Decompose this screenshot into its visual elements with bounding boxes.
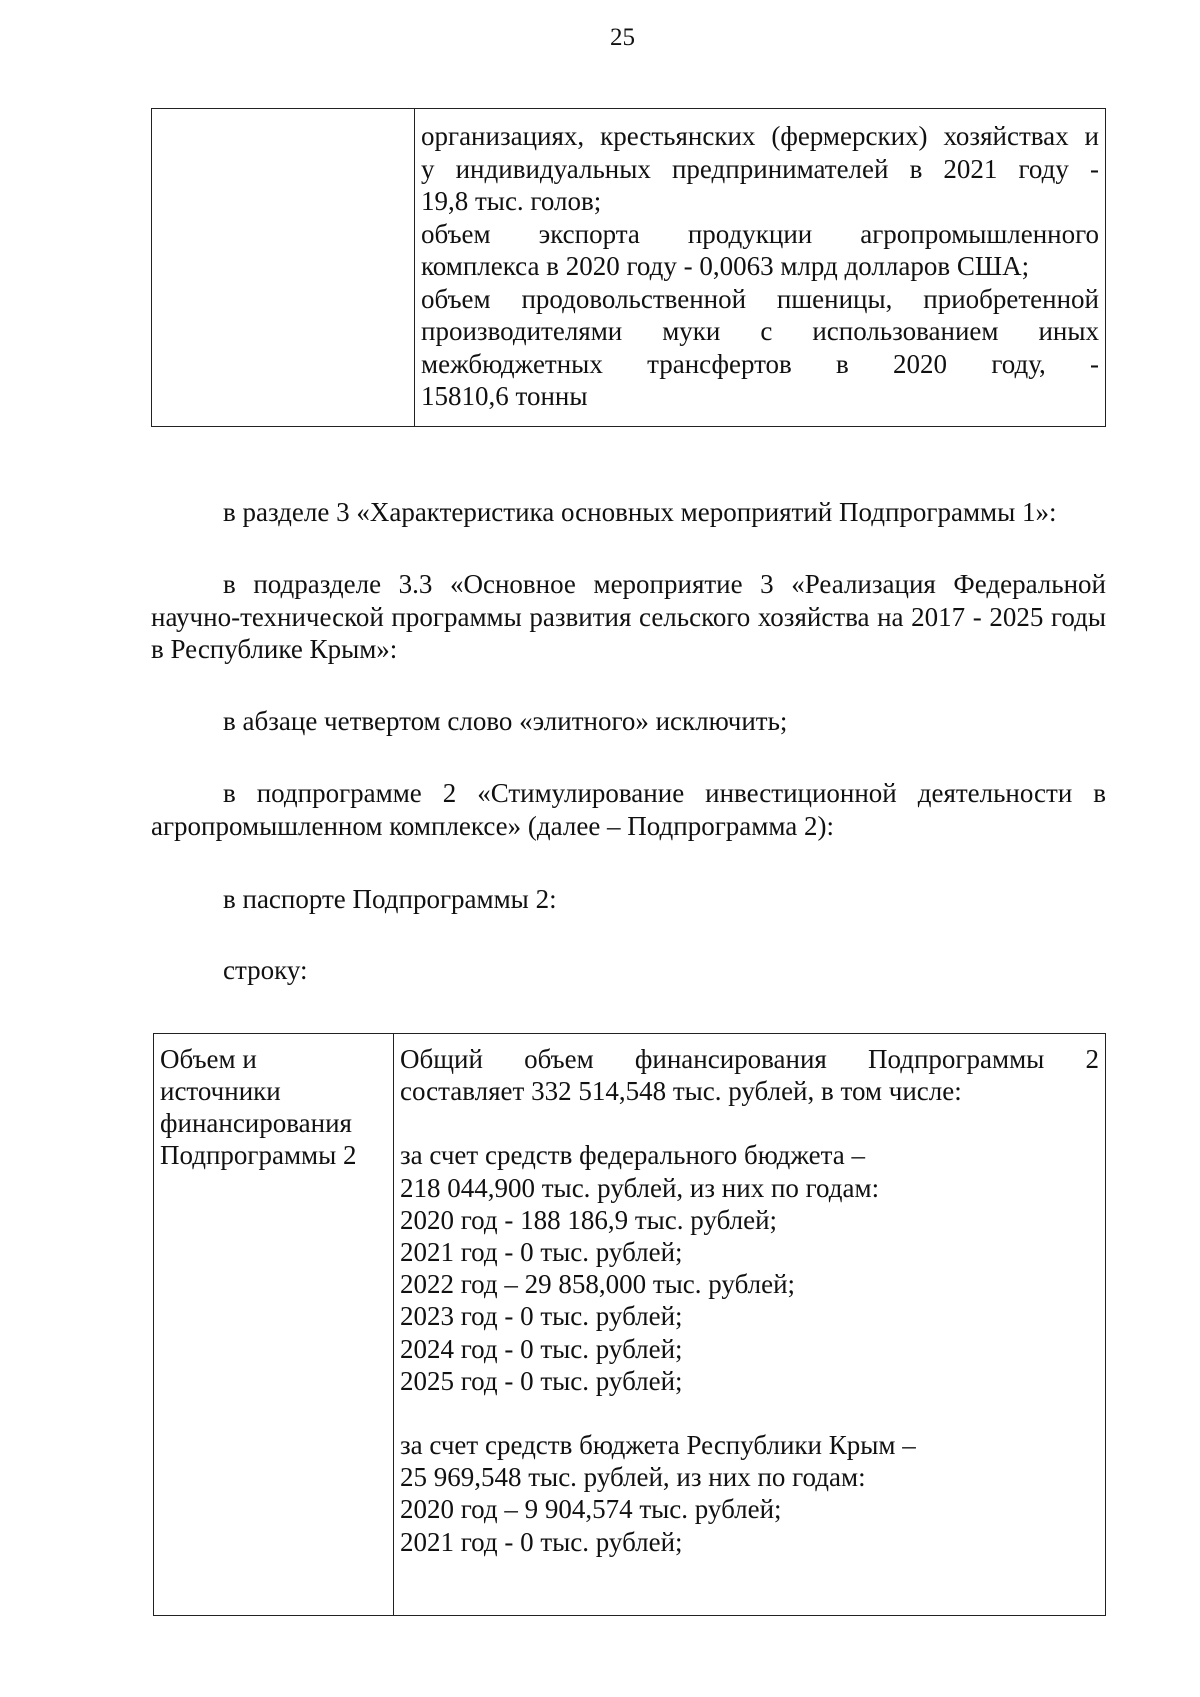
financing-label-lines bbox=[160, 1043, 387, 1171]
text-line: организациях, крестьянских (фермерских) хозяйствах и bbox=[421, 121, 1099, 151]
text-line: составляет 332 514,548 тыс. рублей, в том числе: bbox=[400, 1076, 962, 1107]
page-number: 25 bbox=[610, 24, 635, 51]
text-line: 2020 год - 188 186,9 тыс. рублей; bbox=[400, 1204, 778, 1235]
text-line: источники bbox=[160, 1076, 281, 1106]
text-line: 2023 год - 0 тыс. рублей; bbox=[400, 1301, 683, 1332]
paragraph-paragraph-four: в абзаце четвертом слово «элитного» исключить; bbox=[223, 706, 788, 736]
table-cell-left-empty bbox=[152, 109, 415, 427]
text-line: 19,8 тыс. голов; bbox=[421, 186, 602, 216]
text-line: производителями муки с использованием иных bbox=[421, 316, 1099, 346]
text-line: 2024 год - 0 тыс. рублей; bbox=[400, 1333, 683, 1364]
paragraph-passport: в паспорте Подпрограммы 2: bbox=[223, 884, 557, 914]
text-line: 2021 год - 0 тыс. рублей; bbox=[400, 1237, 683, 1268]
paragraph-row: строку: bbox=[223, 955, 308, 985]
text-line: 2025 год - 0 тыс. рублей; bbox=[400, 1365, 683, 1396]
table-row bbox=[154, 1034, 1106, 1616]
table-financing bbox=[153, 1033, 1106, 1616]
text-line: объем продовольственной пшеницы, приобретенной bbox=[421, 283, 1099, 314]
text-line: у индивидуальных предпринимателей в 2021 году - bbox=[421, 153, 1099, 184]
paragraph-section-3: в разделе 3 «Характеристика основных мероприятий Подпрограммы 1»: bbox=[223, 497, 1057, 527]
text-line: 2020 год – 9 904,574 тыс. рублей; bbox=[400, 1494, 782, 1525]
indicator-lines bbox=[421, 120, 1099, 413]
text-line: Объем и bbox=[160, 1044, 257, 1074]
text-line: за счет средств федерального бюджета – bbox=[400, 1140, 865, 1171]
table-row bbox=[152, 109, 1106, 427]
text-line: комплекса в 2020 году - 0,0063 млрд долларов США; bbox=[421, 251, 1030, 281]
table-cell-financing-label bbox=[154, 1034, 394, 1616]
text-line: 25 969,548 тыс. рублей, из них по годам: bbox=[400, 1462, 866, 1493]
blank-line bbox=[400, 1107, 1099, 1139]
table-cell-financing-details bbox=[394, 1034, 1106, 1616]
text-line: Подпрограммы 2 bbox=[160, 1140, 357, 1170]
paragraph-subprogram-2: в подпрограмме 2 «Стимулирование инвестиционной деятельности в агропромышленном комплексе» (далее – Подпрограмма 2): bbox=[151, 778, 1106, 841]
text-line: межбюджетных трансфертов в 2020 году, - bbox=[421, 348, 1099, 379]
text-line: 218 044,900 тыс. рублей, из них по годам: bbox=[400, 1172, 880, 1203]
paragraph-subsection-3-3: в подразделе 3.3 «Основное мероприятие 3 «Реализация Федеральной научно-технической программы развития сельского хозяйства на 2017 - 2025 годы в Республике Крым»: bbox=[151, 569, 1106, 664]
text-line: финансирования bbox=[160, 1108, 352, 1138]
blank-line bbox=[400, 1397, 1099, 1429]
text-line: 2021 год - 0 тыс. рублей; bbox=[400, 1526, 683, 1557]
table-cell-indicators bbox=[415, 109, 1106, 427]
text-line: 15810,6 тонны bbox=[421, 381, 588, 411]
text-line: Общий объем финансирования Подпрограммы 2 bbox=[400, 1044, 1099, 1074]
financing-detail-lines bbox=[400, 1043, 1099, 1558]
text-line: объем экспорта продукции агропромышленного bbox=[421, 218, 1099, 249]
text-line: 2022 год – 29 858,000 тыс. рублей; bbox=[400, 1269, 796, 1300]
text-line: за счет средств бюджета Республики Крым – bbox=[400, 1430, 916, 1461]
table-indicators-continuation bbox=[151, 108, 1106, 427]
